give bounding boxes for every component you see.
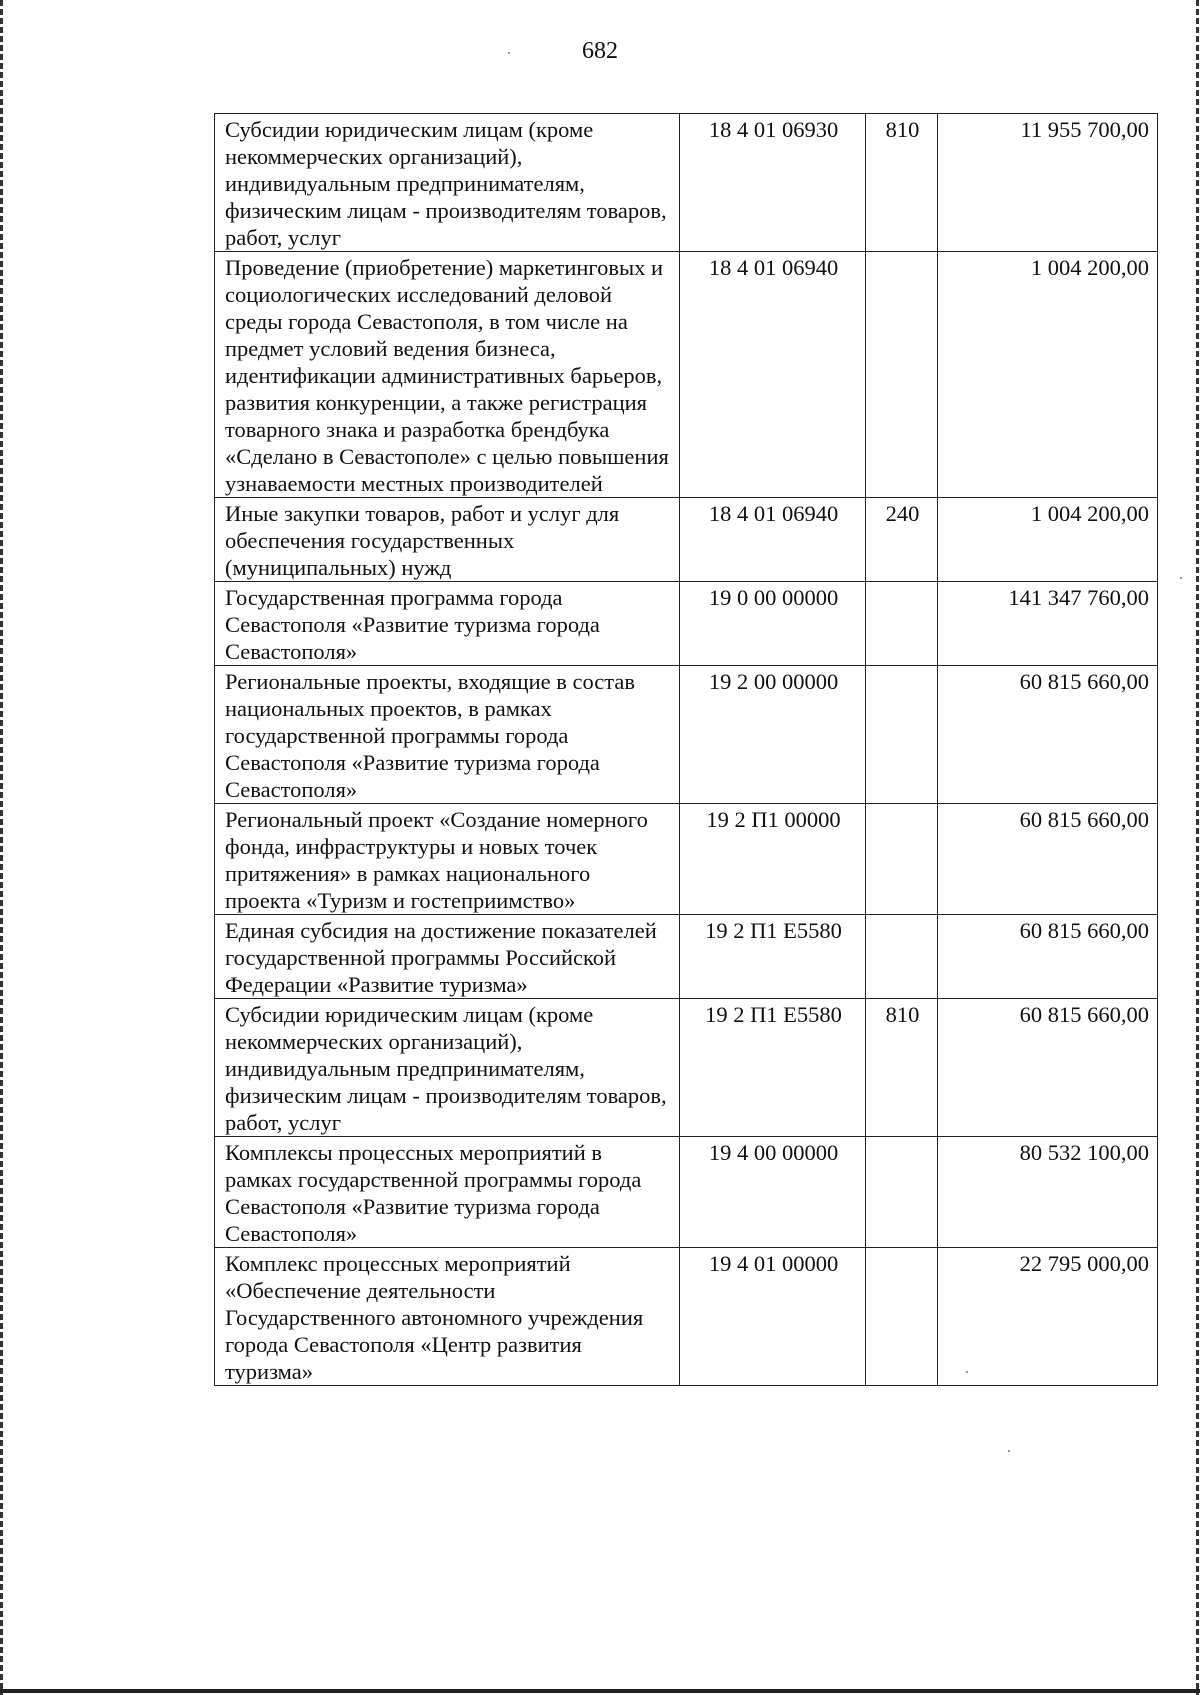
scan-border-bottom (0, 1689, 1200, 1693)
row-code-cell: 19 2 П1 Е5580 (680, 999, 866, 1137)
table-row (215, 1137, 1158, 1248)
row-name-cell: Региональный проект «Создание номерного фонда, инфраструктуры и новых точек притяжения» в рамках национального проекта «Туризм и гостеприимство» (215, 804, 680, 915)
scan-speck (1180, 577, 1182, 579)
scan-speck (1008, 1450, 1010, 1452)
row-amount-cell: 60 815 660,00 (938, 999, 1158, 1137)
row-name-cell: Иные закупки товаров, работ и услуг для обеспечения государственных (муниципальных) нужд (215, 498, 680, 582)
row-amount-cell: 22 795 000,00 (938, 1248, 1158, 1386)
row-type-cell: 810 (866, 999, 938, 1137)
scan-speck (508, 52, 510, 54)
row-code-cell: 18 4 01 06940 (680, 252, 866, 498)
row-amount-cell: 60 815 660,00 (938, 804, 1158, 915)
table-row (215, 804, 1158, 915)
row-name-cell: Государственная программа города Севастополя «Развитие туризма города Севастополя» (215, 582, 680, 666)
scan-border-right (1196, 0, 1199, 1695)
row-name-cell: Комплексы процессных мероприятий в рамках государственной программы города Севастополя «Развитие туризма города Севастополя» (215, 1137, 680, 1248)
table-row (215, 1248, 1158, 1386)
row-type-cell (866, 804, 938, 915)
table-row (215, 498, 1158, 582)
row-name-cell: Субсидии юридическим лицам (кроме некоммерческих организаций), индивидуальным предпринимателям, физическим лицам - производителям товаров, работ, услуг (215, 999, 680, 1137)
table-row (215, 114, 1158, 252)
row-type-cell (866, 1137, 938, 1248)
row-code-cell: 18 4 01 06940 (680, 498, 866, 582)
row-code-cell: 19 2 00 00000 (680, 666, 866, 804)
row-amount-cell: 80 532 100,00 (938, 1137, 1158, 1248)
table-row (215, 915, 1158, 999)
row-code-cell: 19 2 П1 00000 (680, 804, 866, 915)
row-name-cell: Единая субсидия на достижение показателей государственной программы Российской Федерации «Развитие туризма» (215, 915, 680, 999)
row-amount-cell: 1 004 200,00 (938, 498, 1158, 582)
row-code-cell: 19 0 00 00000 (680, 582, 866, 666)
row-name-cell: Проведение (приобретение) маркетинговых и социологических исследований деловой среды города Севастополя, в том числе на предмет условий ведения бизнеса, идентификации административных барьеров, развития конкуренции, а также регистрация товарного знака и разработка брендбука «Сделано в Севастополе» с целью повышения узнаваемости местных производителей (215, 252, 680, 498)
row-code-cell: 19 2 П1 Е5580 (680, 915, 866, 999)
row-name-cell: Субсидии юридическим лицам (кроме некоммерческих организаций), индивидуальным предпринимателям, физическим лицам - производителям товаров, работ, услуг (215, 114, 680, 252)
table-row (215, 999, 1158, 1137)
table-row (215, 582, 1158, 666)
row-name-cell: Комплекс процессных мероприятий «Обеспечение деятельности Государственного автономного учреждения города Севастополя «Центр развития туризма» (215, 1248, 680, 1386)
row-amount-cell: 1 004 200,00 (938, 252, 1158, 498)
page-number: 682 (582, 38, 618, 64)
row-code-cell: 19 4 01 00000 (680, 1248, 866, 1386)
row-amount-cell: 141 347 760,00 (938, 582, 1158, 666)
row-code-cell: 19 4 00 00000 (680, 1137, 866, 1248)
budget-table (214, 113, 1158, 1386)
row-type-cell (866, 666, 938, 804)
row-amount-cell: 60 815 660,00 (938, 666, 1158, 804)
scan-speck (966, 1371, 968, 1373)
row-type-cell (866, 915, 938, 999)
row-type-cell (866, 252, 938, 498)
row-type-cell: 240 (866, 498, 938, 582)
table-row (215, 252, 1158, 498)
row-type-cell (866, 582, 938, 666)
row-amount-cell: 11 955 700,00 (938, 114, 1158, 252)
row-amount-cell: 60 815 660,00 (938, 915, 1158, 999)
row-name-cell: Региональные проекты, входящие в состав национальных проектов, в рамках государственной программы города Севастополя «Развитие туризма города Севастополя» (215, 666, 680, 804)
row-type-cell (866, 1248, 938, 1386)
table-row (215, 666, 1158, 804)
row-code-cell: 18 4 01 06930 (680, 114, 866, 252)
row-type-cell: 810 (866, 114, 938, 252)
scan-border-left (0, 0, 3, 1695)
